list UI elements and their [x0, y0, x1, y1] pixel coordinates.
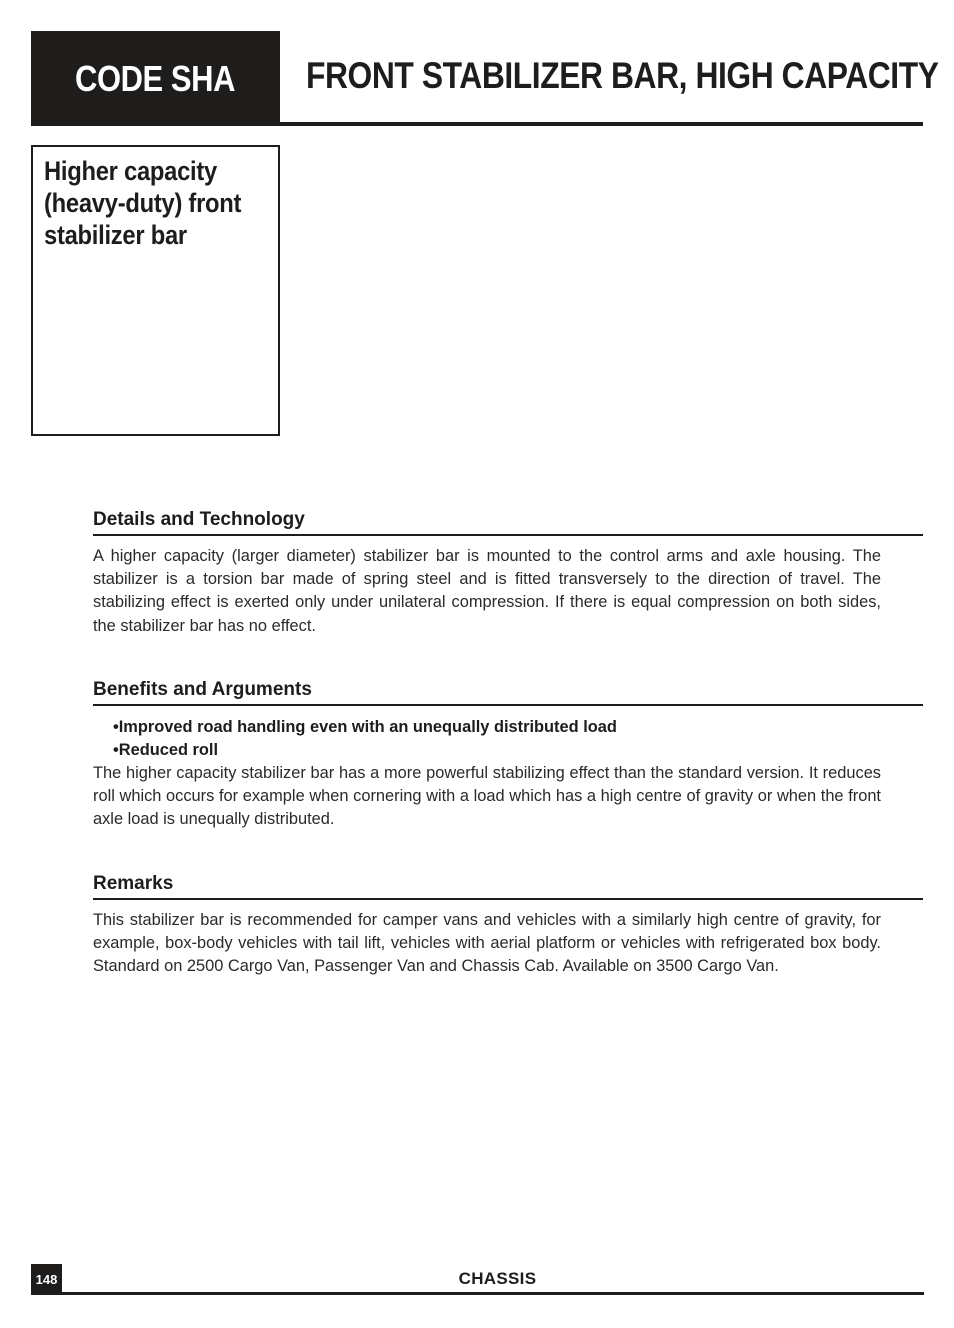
page-title: FRONT STABILIZER BAR, HIGH CAPACITY	[306, 55, 939, 96]
summary-text: Higher capacity (heavy-duty) front stabilizer bar	[44, 156, 242, 250]
option-code-badge	[31, 31, 280, 126]
benefits-section	[93, 679, 923, 832]
remarks-section	[93, 873, 923, 979]
benefits-heading: Benefits and Arguments	[93, 679, 923, 706]
remarks-heading: Remarks	[93, 873, 923, 900]
details-body: A higher capacity (larger diameter) stabilizer bar is mounted to the control arms and axle housing. The stabilizer is a torsion bar made of spring steel and is fitted transversely to the direction of travel. The stabilizing effect is exerted only under unilateral compression. If there is equal compression on both sides, the stabilizer bar has no effect.	[93, 547, 881, 635]
footer-divider	[31, 1292, 924, 1295]
benefits-body: The higher capacity stabilizer bar has a more powerful stabilizing effect than the standard version. It reduces roll which occurs for example when cornering with a load which has a high centre of gravity or when the front axle load is unequally distributed.	[93, 764, 881, 829]
details-heading: Details and Technology	[93, 509, 923, 536]
header-divider	[280, 122, 923, 126]
benefit-item: • Improved road handling even with an unequally distributed load	[113, 716, 923, 739]
page-number: 148	[31, 1264, 62, 1294]
option-code: CODE SHA	[75, 57, 236, 99]
details-section	[93, 509, 923, 638]
summary-box	[31, 145, 280, 436]
footer-section-label: CHASSIS	[458, 1269, 537, 1288]
remarks-body: This stabilizer bar is recommended for camper vans and vehicles with a similarly high centre of gravity, for example, box-body vehicles with tail lift, vehicles with aerial platform or vehicles with refrigerated box body. Standard on 2500 Cargo Van, Passenger Van and Chassis Cab. Available on 3500 Cargo Van.	[93, 911, 881, 976]
benefit-item: • Reduced roll	[113, 739, 923, 762]
benefits-list	[93, 716, 923, 762]
